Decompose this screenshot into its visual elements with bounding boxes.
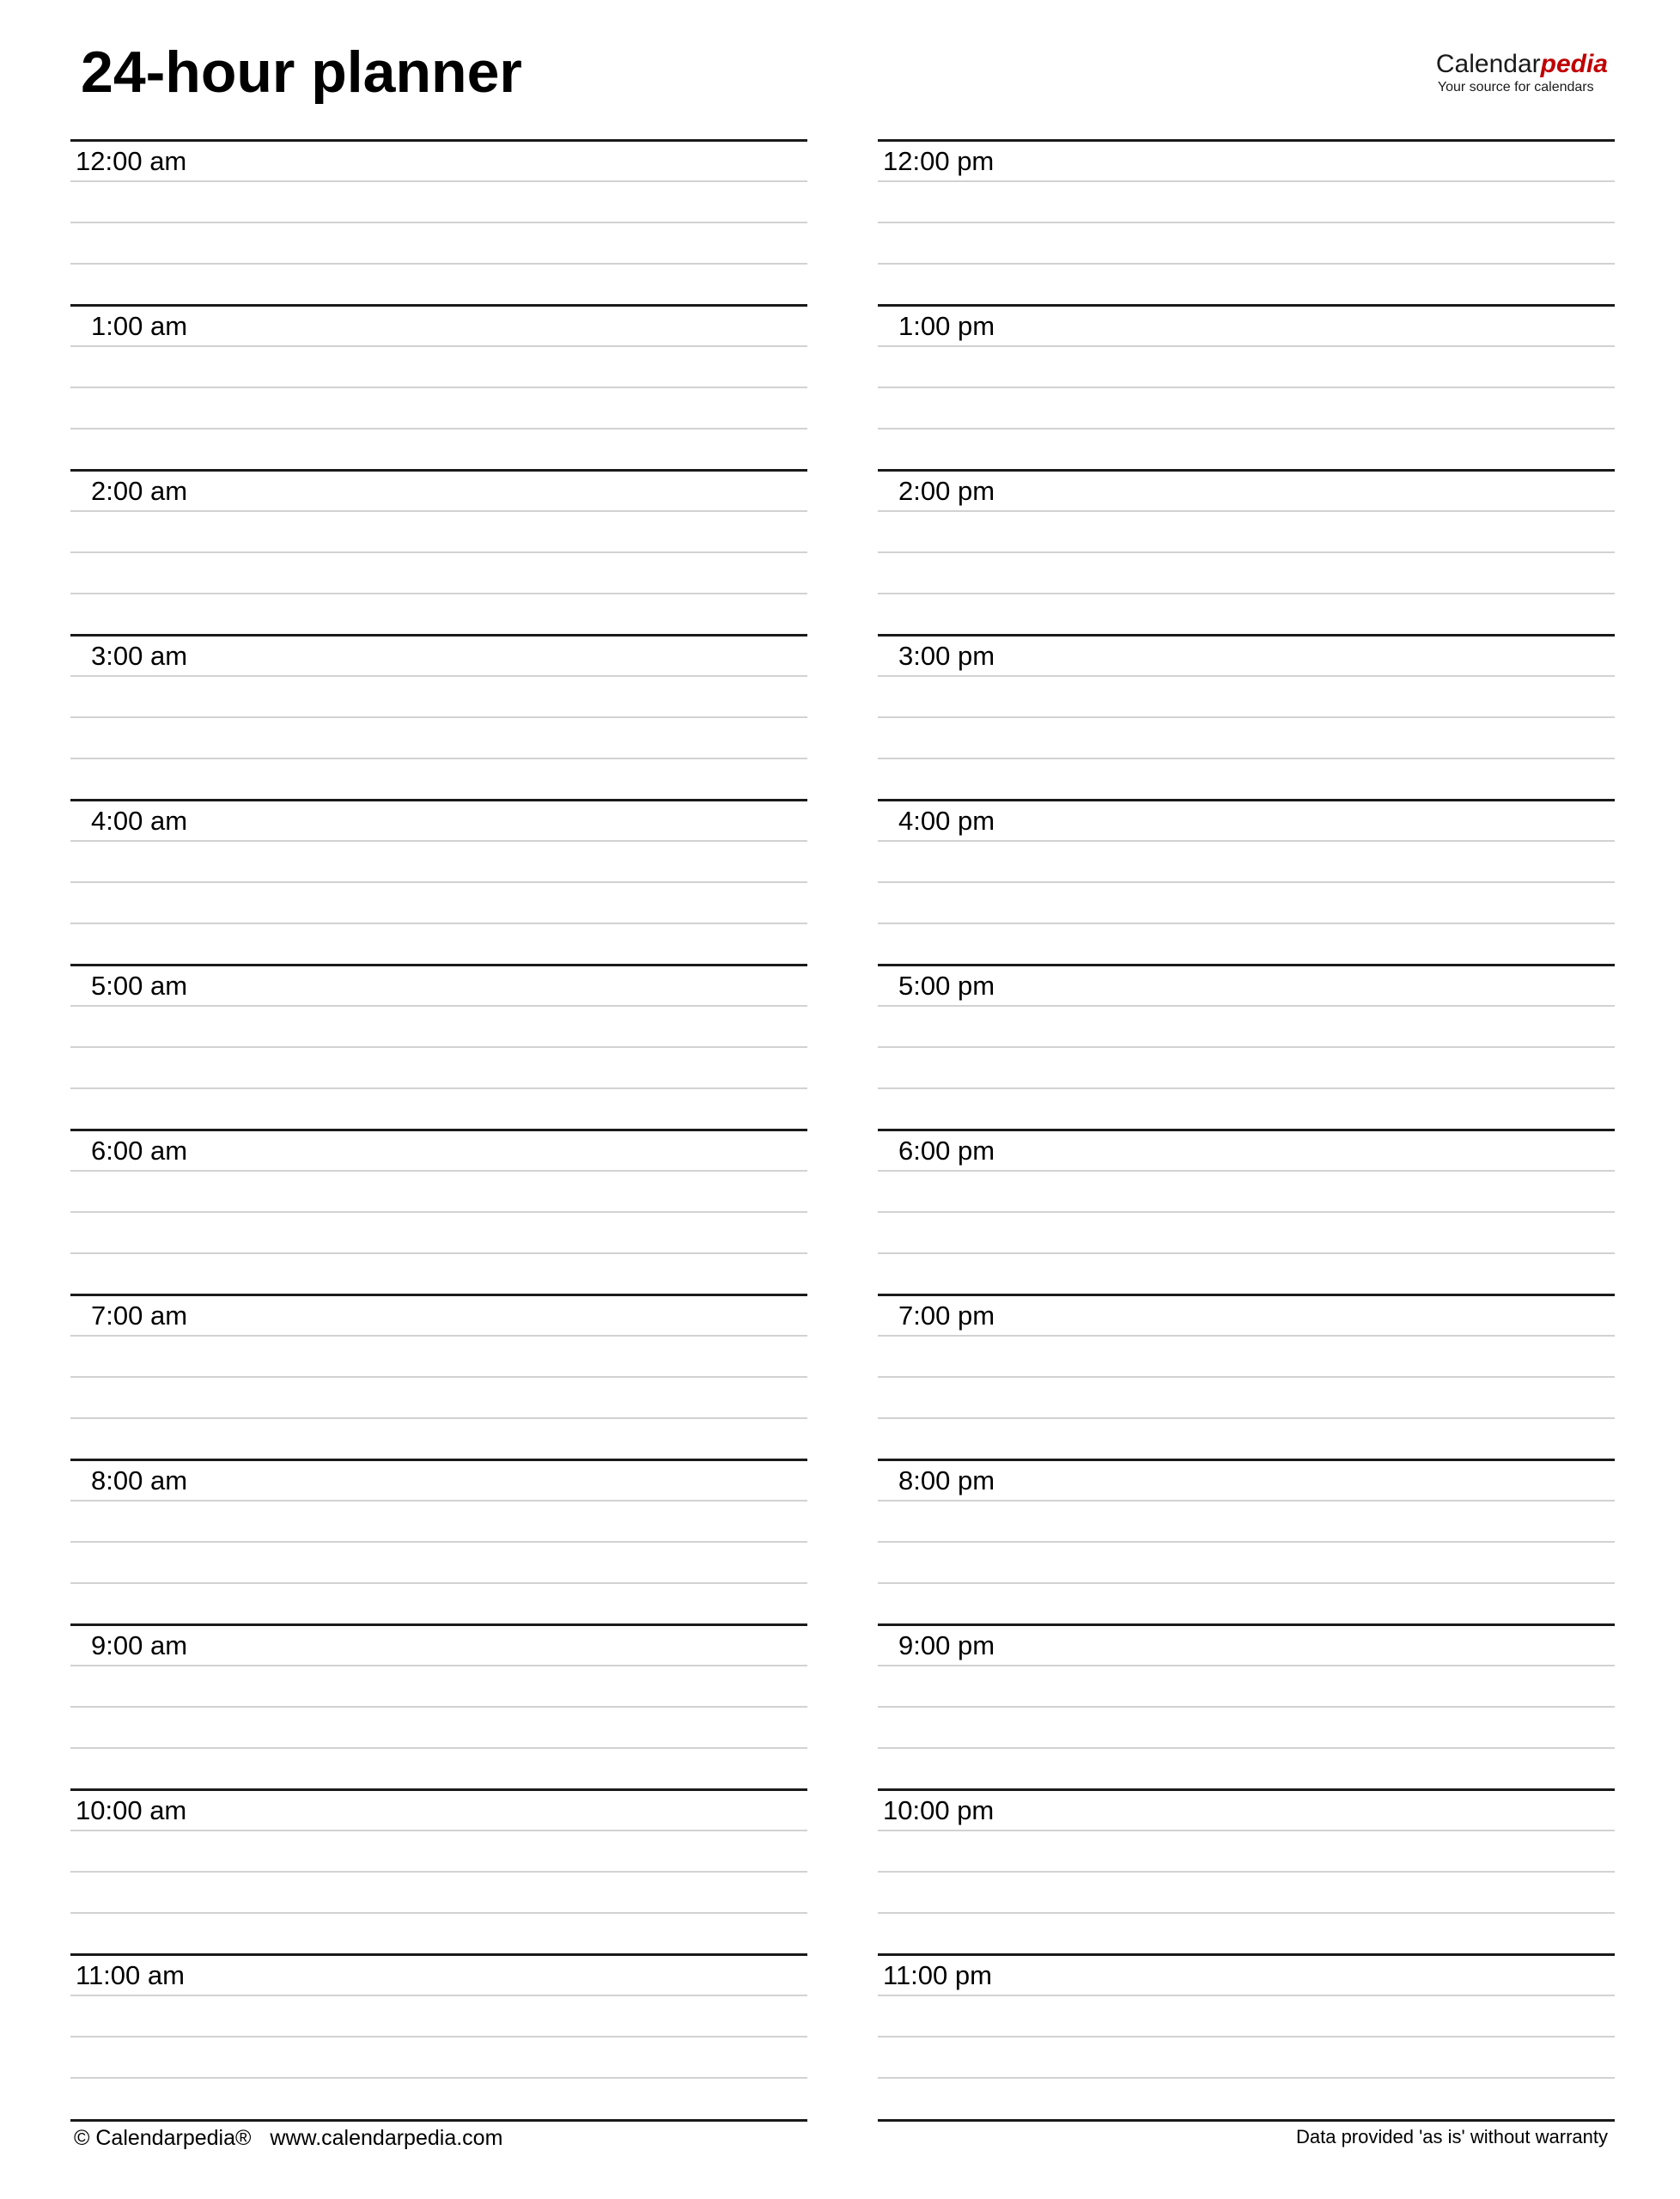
hour-label: 7:00 am	[91, 1301, 188, 1331]
hour-rule	[878, 1788, 1615, 1791]
writing-line[interactable]	[878, 1541, 1615, 1543]
writing-line[interactable]	[878, 881, 1615, 883]
hour-rule	[70, 1294, 807, 1296]
writing-line[interactable]	[70, 881, 807, 883]
hour-rule	[878, 304, 1615, 307]
hour-block	[878, 964, 1615, 1129]
bottom-rule-right	[878, 2119, 1615, 2122]
hour-block	[878, 799, 1615, 964]
hour-rule	[878, 1129, 1615, 1131]
hour-block	[70, 304, 807, 469]
hour-rule	[70, 1788, 807, 1791]
hour-block	[70, 1294, 807, 1459]
writing-line[interactable]	[878, 593, 1615, 594]
hour-block	[70, 1129, 807, 1294]
writing-line[interactable]	[70, 675, 807, 677]
hour-label: 7:00 pm	[898, 1301, 995, 1331]
writing-line[interactable]	[878, 1005, 1615, 1007]
writing-line[interactable]	[70, 716, 807, 718]
writing-line[interactable]	[70, 1912, 807, 1914]
hour-label: 3:00 am	[91, 641, 188, 671]
writing-line[interactable]	[878, 387, 1615, 388]
footer-copyright: © Calendarpedia®	[74, 2126, 252, 2150]
writing-line[interactable]	[70, 1046, 807, 1048]
writing-line[interactable]	[70, 1995, 807, 1996]
hour-label: 1:00 pm	[898, 311, 995, 341]
hour-block	[878, 469, 1615, 634]
hour-label: 5:00 pm	[898, 971, 995, 1001]
hour-block	[70, 799, 807, 964]
hour-label: 6:00 pm	[898, 1136, 995, 1166]
hour-label: 5:00 am	[91, 971, 188, 1001]
writing-line[interactable]	[70, 1335, 807, 1337]
hour-block	[70, 1953, 807, 2118]
calendarpedia-logo	[1436, 50, 1608, 96]
hour-rule	[878, 469, 1615, 472]
writing-line[interactable]	[878, 1582, 1615, 1584]
pm-column	[878, 139, 1615, 2118]
hour-block	[878, 1129, 1615, 1294]
writing-line[interactable]	[70, 2036, 807, 2038]
writing-line[interactable]	[878, 1500, 1615, 1502]
writing-line[interactable]	[70, 1417, 807, 1419]
writing-line[interactable]	[878, 675, 1615, 677]
writing-line[interactable]	[878, 1335, 1615, 1337]
hour-label: 2:00 am	[91, 476, 188, 506]
writing-line[interactable]	[70, 387, 807, 388]
writing-line[interactable]	[70, 923, 807, 924]
writing-line[interactable]	[70, 1005, 807, 1007]
writing-line[interactable]	[878, 758, 1615, 759]
writing-line[interactable]	[70, 1871, 807, 1873]
writing-line[interactable]	[70, 1376, 807, 1378]
writing-line[interactable]	[878, 2077, 1615, 2079]
hour-rule	[878, 1459, 1615, 1461]
writing-line[interactable]	[878, 1830, 1615, 1831]
hour-label: 10:00 pm	[883, 1795, 995, 1825]
writing-line[interactable]	[878, 1252, 1615, 1254]
hour-rule	[878, 139, 1615, 142]
hour-block	[878, 1623, 1615, 1788]
writing-line[interactable]	[878, 345, 1615, 347]
logo-word-main: Calendar	[1435, 50, 1541, 78]
hour-rule	[70, 1459, 807, 1461]
writing-line[interactable]	[70, 263, 807, 265]
hour-block	[70, 1623, 807, 1788]
logo-tagline: Your source for calendars	[1437, 80, 1594, 94]
writing-line[interactable]	[878, 1087, 1615, 1089]
writing-line[interactable]	[70, 551, 807, 553]
hour-block	[878, 1294, 1615, 1459]
writing-line[interactable]	[878, 1871, 1615, 1873]
writing-line[interactable]	[70, 180, 807, 182]
hour-label: 11:00 pm	[883, 1960, 992, 1990]
footer-disclaimer: Data provided 'as is' without warranty	[1295, 2126, 1608, 2147]
writing-line[interactable]	[878, 222, 1615, 223]
hour-label: 11:00 am	[76, 1960, 185, 1990]
writing-line[interactable]	[70, 428, 807, 429]
hour-rule	[70, 1129, 807, 1131]
hour-rule	[70, 1623, 807, 1626]
hour-rule	[70, 634, 807, 637]
writing-line[interactable]	[70, 1665, 807, 1666]
writing-line[interactable]	[70, 1252, 807, 1254]
writing-line[interactable]	[70, 1706, 807, 1708]
hour-label: 2:00 pm	[898, 476, 995, 506]
hour-label: 8:00 am	[91, 1465, 188, 1495]
footer-credits	[74, 2125, 502, 2151]
hour-block	[70, 964, 807, 1129]
hour-rule	[70, 799, 807, 801]
writing-line[interactable]	[70, 510, 807, 512]
hour-block	[70, 1788, 807, 1953]
hour-rule	[878, 634, 1615, 637]
writing-line[interactable]	[70, 1211, 807, 1213]
hour-label: 12:00 am	[76, 146, 187, 176]
writing-line[interactable]	[878, 1747, 1615, 1749]
hour-rule	[70, 1953, 807, 1956]
hour-label: 8:00 pm	[898, 1465, 995, 1495]
writing-line[interactable]	[878, 263, 1615, 265]
writing-line[interactable]	[70, 758, 807, 759]
hour-rule	[70, 964, 807, 966]
hour-label: 4:00 am	[91, 806, 188, 836]
am-column	[70, 139, 807, 2118]
writing-line[interactable]	[878, 923, 1615, 924]
writing-line[interactable]	[878, 1665, 1615, 1666]
writing-line[interactable]	[878, 510, 1615, 512]
writing-line[interactable]	[70, 222, 807, 223]
writing-line[interactable]	[70, 2077, 807, 2079]
writing-line[interactable]	[878, 1170, 1615, 1172]
hour-label: 3:00 pm	[898, 641, 995, 671]
hour-block	[878, 1953, 1615, 2118]
hour-label: 9:00 am	[91, 1630, 188, 1660]
logo-word-accent: pedia	[1540, 50, 1608, 78]
writing-line[interactable]	[878, 2036, 1615, 2038]
hour-rule	[878, 1953, 1615, 1956]
hour-block	[70, 469, 807, 634]
writing-line[interactable]	[70, 1170, 807, 1172]
writing-line[interactable]	[70, 593, 807, 594]
hour-rule	[878, 1294, 1615, 1296]
hour-block	[878, 1459, 1615, 1623]
hour-label: 6:00 am	[91, 1136, 188, 1166]
hour-label: 10:00 am	[76, 1795, 187, 1825]
hour-rule	[70, 469, 807, 472]
writing-line[interactable]	[878, 180, 1615, 182]
hour-rule	[70, 139, 807, 142]
hour-block	[878, 1788, 1615, 1953]
hour-label: 1:00 am	[91, 311, 188, 341]
writing-line[interactable]	[878, 551, 1615, 553]
writing-line[interactable]	[70, 1830, 807, 1831]
hour-rule	[70, 304, 807, 307]
writing-line[interactable]	[878, 1376, 1615, 1378]
writing-line[interactable]	[70, 345, 807, 347]
writing-line[interactable]	[70, 1747, 807, 1749]
hour-block	[70, 1459, 807, 1623]
page-title: 24-hour planner	[81, 40, 522, 105]
writing-line[interactable]	[70, 1500, 807, 1502]
hour-label: 9:00 pm	[898, 1630, 995, 1660]
logo-wordmark	[1436, 50, 1608, 79]
writing-line[interactable]	[878, 716, 1615, 718]
hour-block	[70, 139, 807, 304]
hour-block	[878, 139, 1615, 304]
hour-label: 4:00 pm	[898, 806, 995, 836]
hour-rule	[878, 799, 1615, 801]
writing-line[interactable]	[878, 1995, 1615, 1996]
writing-line[interactable]	[878, 1706, 1615, 1708]
hour-block	[878, 634, 1615, 799]
hour-block	[70, 634, 807, 799]
bottom-rule-left	[70, 2119, 807, 2122]
writing-line[interactable]	[878, 1211, 1615, 1213]
writing-line[interactable]	[70, 1582, 807, 1584]
writing-line[interactable]	[70, 1541, 807, 1543]
writing-line[interactable]	[878, 428, 1615, 429]
hour-rule	[878, 1623, 1615, 1626]
hour-block	[878, 304, 1615, 469]
hour-label: 12:00 pm	[883, 146, 995, 176]
writing-line[interactable]	[878, 1417, 1615, 1419]
footer-website[interactable]: www.calendarpedia.com	[270, 2126, 503, 2150]
writing-line[interactable]	[70, 1087, 807, 1089]
writing-line[interactable]	[878, 840, 1615, 842]
writing-line[interactable]	[878, 1046, 1615, 1048]
hour-rule	[878, 964, 1615, 966]
writing-line[interactable]	[70, 840, 807, 842]
writing-line[interactable]	[878, 1912, 1615, 1914]
